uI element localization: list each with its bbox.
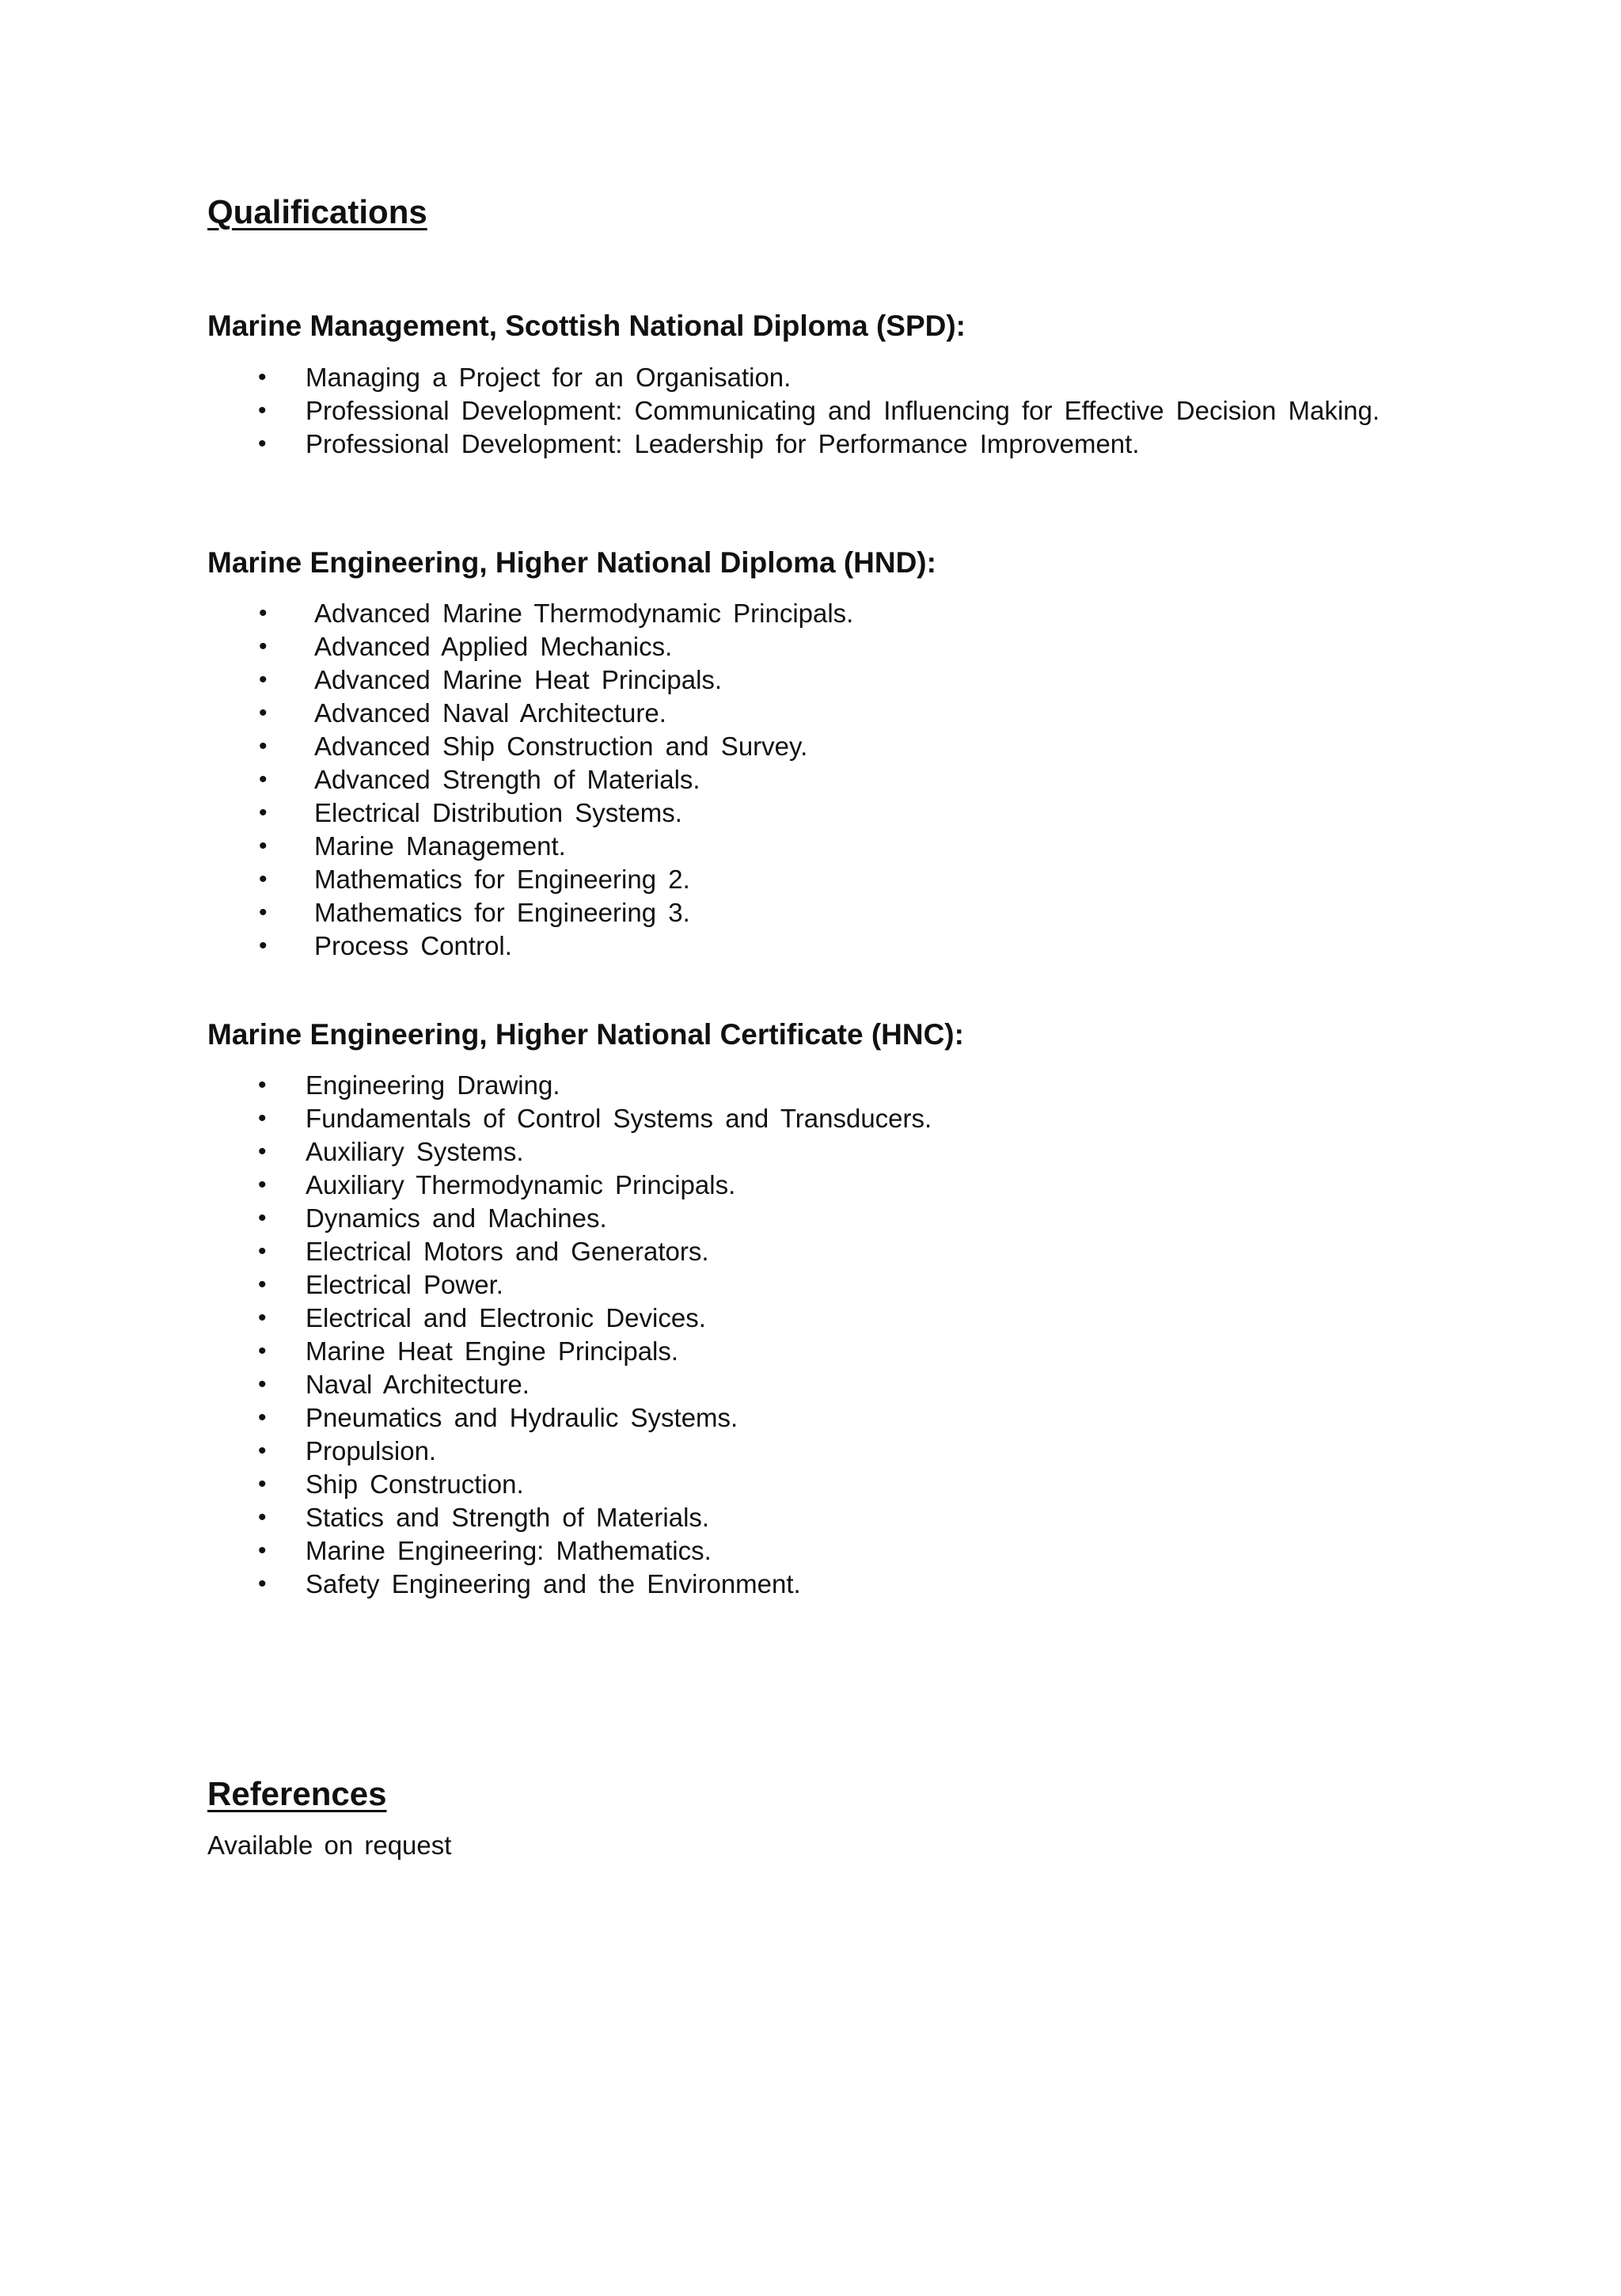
hnd-title: Marine Engineering, Higher National Diploma (HND):: [207, 546, 936, 579]
qualifications-heading: Qualifications: [207, 193, 427, 230]
list-item: • Electrical and Electronic Devices.: [306, 1302, 1334, 1335]
list-item: • Electrical Motors and Generators.: [306, 1235, 1334, 1268]
list-item: • Managing a Project for an Organisation.: [306, 361, 1384, 394]
list-item: • Advanced Ship Construction and Survey.: [314, 730, 1343, 763]
list-item: • Professional Development: Leadership for Performance Improvement.: [306, 428, 1384, 461]
list-item: • Mathematics for Engineering 2.: [314, 863, 1343, 896]
list-item: • Advanced Applied Mechanics.: [314, 630, 1343, 663]
list-item: • Marine Heat Engine Principals.: [306, 1335, 1334, 1368]
hnc-title: Marine Engineering, Higher National Certificate (HNC):: [207, 1018, 964, 1051]
list-item: • Process Control.: [314, 929, 1343, 963]
list-item: • Advanced Marine Heat Principals.: [314, 663, 1343, 697]
list-item: • Advanced Marine Thermodynamic Principals.: [314, 597, 1343, 630]
list-item: • Marine Engineering: Mathematics.: [306, 1534, 1334, 1568]
hnd-list: [314, 597, 1343, 963]
list-item: • Marine Management.: [314, 830, 1343, 863]
list-item: • Propulsion.: [306, 1435, 1334, 1468]
list-item: • Ship Construction.: [306, 1468, 1334, 1501]
list-item: • Mathematics for Engineering 3.: [314, 896, 1343, 929]
list-item: • Auxiliary Thermodynamic Principals.: [306, 1169, 1334, 1202]
list-item: • Pneumatics and Hydraulic Systems.: [306, 1401, 1334, 1435]
list-item: • Electrical Distribution Systems.: [314, 796, 1343, 830]
list-item: • Engineering Drawing.: [306, 1069, 1334, 1102]
list-item: • Safety Engineering and the Environment.: [306, 1568, 1334, 1601]
list-item: • Electrical Power.: [306, 1268, 1334, 1302]
list-item: • Auxiliary Systems.: [306, 1135, 1334, 1169]
spd-title: Marine Management, Scottish National Diploma (SPD):: [207, 310, 966, 342]
list-item: • Advanced Naval Architecture.: [314, 697, 1343, 730]
list-item: • Dynamics and Machines.: [306, 1202, 1334, 1235]
list-item: • Fundamentals of Control Systems and Transducers.: [306, 1102, 1334, 1135]
list-item: • Naval Architecture.: [306, 1368, 1334, 1401]
hnc-list: [306, 1069, 1334, 1601]
list-item: • Statics and Strength of Materials.: [306, 1501, 1334, 1534]
references-heading: References: [207, 1775, 387, 1812]
list-item: • Advanced Strength of Materials.: [314, 763, 1343, 796]
references-text: Available on request: [207, 1830, 452, 1860]
list-item: • Professional Development: Communicating and Influencing for Effective Decision Making.: [306, 394, 1384, 428]
spd-list: [306, 361, 1384, 461]
